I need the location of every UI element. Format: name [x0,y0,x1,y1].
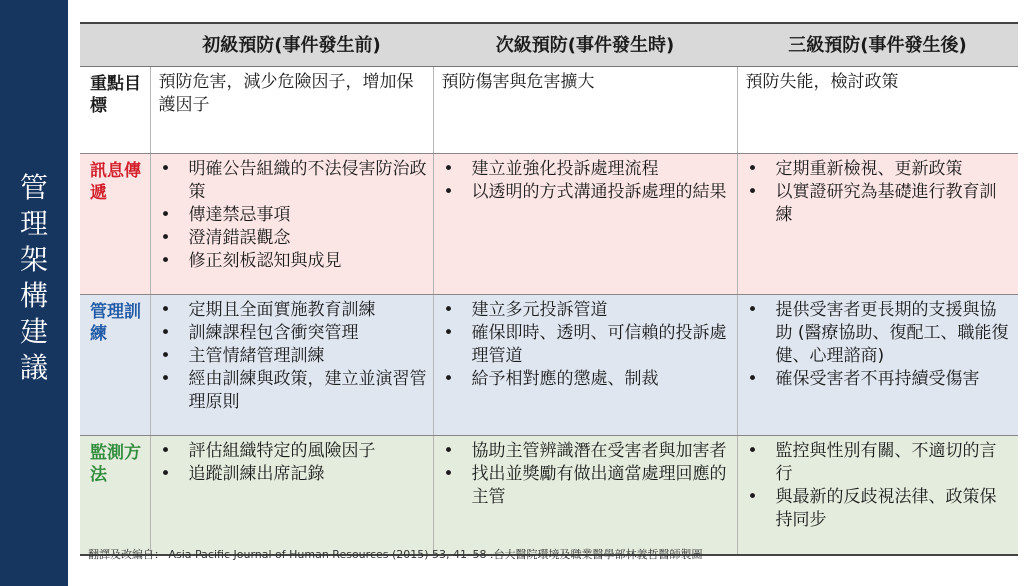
list-item: • 建立多元投訴管道 [442,299,731,322]
row-label-monitoring: 監測方法 [80,436,150,556]
list-item: • 以透明的方式溝通投訴處理的結果 [442,181,731,204]
table-row-training [80,295,1018,436]
list-item: • 提供受害者更長期的支援與協助 (醫療協助、復配工、職能復健、心理諮商) [746,299,1013,368]
training-cell-primary [150,295,433,436]
sidebar [0,0,68,586]
list-item: • 確保即時、透明、可信賴的投訴處理管道 [442,322,731,368]
table-row-monitoring [80,436,1018,556]
sidebar-title-char: 理 [19,207,48,240]
training-cell-tertiary [737,295,1018,436]
list-item: • 確保受害者不再持續受傷害 [746,368,1013,391]
list-item: • 傳達禁忌事項 [159,204,427,227]
sidebar-title-char: 管 [19,171,48,204]
row-label-goal: 重點目標 [80,67,150,154]
monitoring-cell-tertiary [737,436,1018,556]
communication-cell-secondary [433,154,737,295]
list-item: • 經由訓練與政策，建立並演習管理原則 [159,368,427,414]
list-item: • 追蹤訓練出席記錄 [159,463,427,486]
row-label-training: 管理訓練 [80,295,150,436]
sidebar-title-char: 構 [19,279,48,312]
list-item: • 建立並強化投訴處理流程 [442,158,731,181]
prevention-table-container [80,22,1018,556]
goal-cell-primary: 預防危害，減少危險因子，增加保護因子 [150,67,433,154]
header-corner [80,23,150,67]
list-item: • 修正刻板認知與成見 [159,250,427,273]
communication-cell-primary [150,154,433,295]
list-item: • 定期且全面實施教育訓練 [159,299,427,322]
list-item: • 澄清錯誤觀念 [159,227,427,250]
list-item: • 給予相對應的懲處、制裁 [442,368,731,391]
header-tertiary-prevention: 三級預防(事件發生後) [737,23,1018,67]
goal-cell-secondary: 預防傷害與危害擴大 [433,67,737,154]
sidebar-title-char: 議 [19,351,48,384]
sidebar-title-char: 架 [19,243,48,276]
header-secondary-prevention: 次級預防(事件發生時) [433,23,737,67]
source-note: 翻譯及改編自： Asia Pacific Journal of Human Resources (2015) 53, 41–58 .台大醫院環境及職業醫學部林義哲醫師製圖 [88,548,703,561]
list-item: • 明確公告組織的不法侵害防治政策 [159,158,427,204]
sidebar-title [0,170,68,386]
list-item: • 定期重新檢視、更新政策 [746,158,1013,181]
header-primary-prevention: 初級預防(事件發生前) [150,23,433,67]
list-item: • 評估組織特定的風險因子 [159,440,427,463]
list-item: • 與最新的反歧視法律、政策保持同步 [746,486,1013,532]
list-item: • 監控與性別有關、不適切的言行 [746,440,1013,486]
monitoring-cell-secondary [433,436,737,556]
sidebar-title-char: 建 [19,315,48,348]
list-item: • 以實證研究為基礎進行教育訓練 [746,181,1013,227]
prevention-table [80,22,1018,556]
list-item: • 找出並獎勵有做出適當處理回應的主管 [442,463,731,509]
training-cell-secondary [433,295,737,436]
goal-cell-tertiary: 預防失能，檢討政策 [737,67,1018,154]
row-label-communication: 訊息傳遞 [80,154,150,295]
table-row-goal [80,67,1018,154]
communication-cell-tertiary [737,154,1018,295]
table-header-row [80,23,1018,67]
table-row-communication [80,154,1018,295]
list-item: • 協助主管辨識潛在受害者與加害者 [442,440,731,463]
monitoring-cell-primary [150,436,433,556]
list-item: • 訓練課程包含衝突管理 [159,322,427,345]
list-item: • 主管情緒管理訓練 [159,345,427,368]
